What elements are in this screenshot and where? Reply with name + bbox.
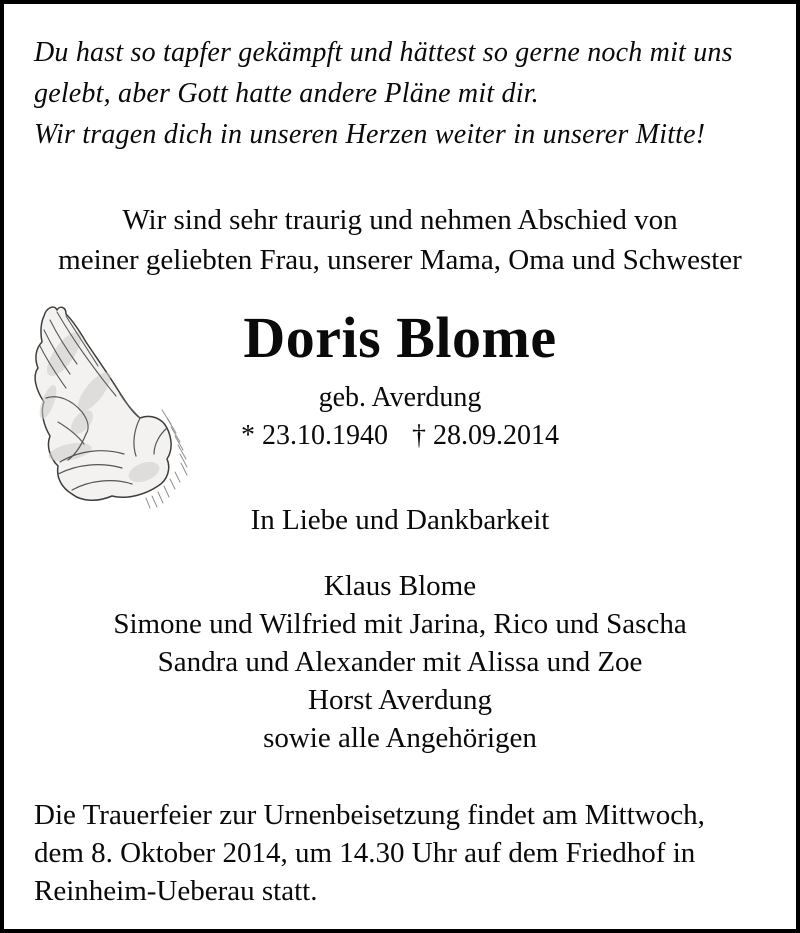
- epitaph-quote: [34, 32, 776, 155]
- announcement-line: meiner geliebten Frau, unserer Mama, Oma und Schwester: [58, 244, 742, 276]
- funeral-line: Reinheim-Ueberau statt.: [34, 875, 318, 907]
- life-dates: [4, 420, 796, 452]
- mourner-line: Simone und Wilfried mit Jarina, Rico und Sascha: [113, 608, 687, 640]
- mourner-line: Sandra und Alexander mit Alissa und Zoe: [157, 646, 643, 678]
- announcement-line: Wir sind sehr traurig und nehmen Abschied von: [122, 204, 678, 236]
- epitaph-line: gelebt, aber Gott hatte andere Pläne mit dir.: [34, 78, 539, 109]
- announcement-text: [4, 200, 796, 280]
- funeral-line: dem 8. Oktober 2014, um 14.30 Uhr auf dem Friedhof in: [34, 837, 696, 869]
- birth-date: * 23.10.1940: [241, 420, 388, 451]
- mourner-line: sowie alle Angehörigen: [263, 722, 537, 754]
- mourner-line: Klaus Blome: [323, 570, 477, 602]
- closing-line: In Liebe und Dankbarkeit: [250, 504, 550, 536]
- epitaph-line: Du hast so tapfer gekämpft und hättest so gerne noch mit uns: [34, 37, 733, 68]
- maiden-name: geb. Averdung: [318, 382, 482, 413]
- funeral-info: [34, 796, 770, 910]
- deceased-name: Doris Blome: [243, 305, 557, 370]
- mourners-list: [4, 567, 796, 757]
- funeral-line: Die Trauerfeier zur Urnenbeisetzung findet am Mittwoch,: [34, 799, 705, 831]
- mourner-line: Horst Averdung: [308, 684, 492, 716]
- epitaph-line: Wir tragen dich in unseren Herzen weiter in unserer Mitte!: [34, 119, 706, 150]
- death-date: † 28.09.2014: [412, 420, 559, 451]
